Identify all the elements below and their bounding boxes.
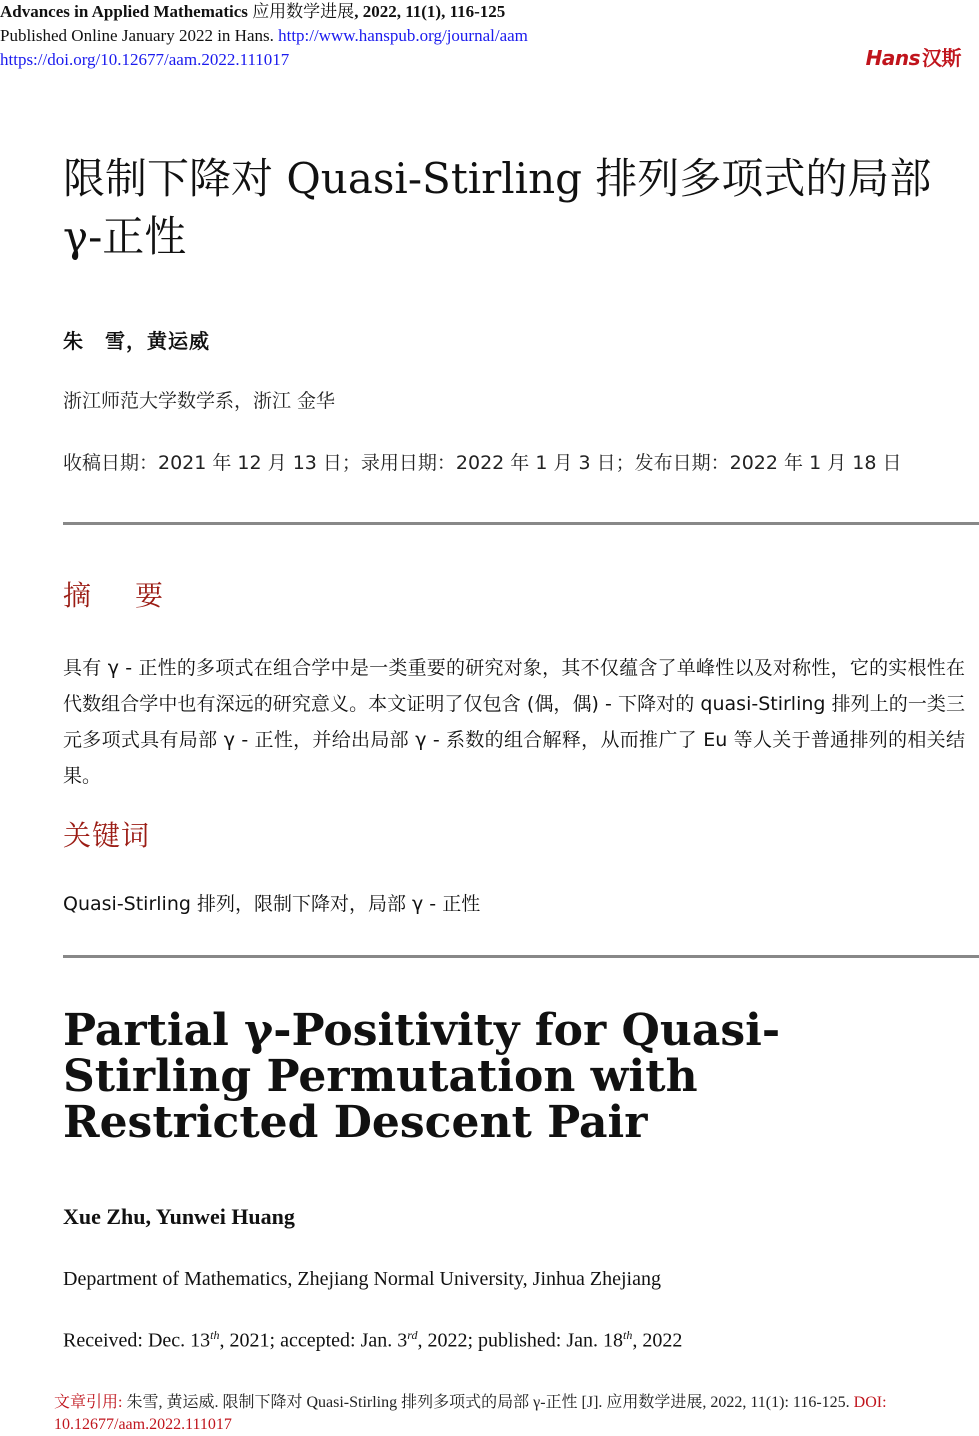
chinese-title: 限制下降对 Quasi-Stirling 排列多项式的局部 γ-正性 [63, 154, 932, 261]
journal-line [0, 0, 505, 24]
published-line [0, 24, 528, 48]
chinese-authors: 朱 雪，黄运威 [63, 329, 210, 353]
english-authors: Xue Zhu, Yunwei Huang [63, 1204, 295, 1229]
journal-link[interactable]: http://www.hanspub.org/journal/aam [278, 26, 528, 45]
citation-text: 朱雪, 黄运威. 限制下降对 Quasi-Stirling 排列多项式的局部 γ-正性 [J]. 应用数学进展, 2022, 11(1): 116-125. [122, 1394, 850, 1411]
keywords-text: Quasi-Stirling 排列，限制下降对，局部 γ - 正性 [63, 893, 481, 915]
journal-name-cn: 应用数学进展 [252, 2, 355, 21]
citation-label: 文章引用: [54, 1394, 123, 1411]
journal-name-en: Advances in Applied Mathematics [0, 2, 248, 21]
hans-logo: Hans 汉斯 [865, 46, 961, 70]
divider-top [63, 522, 979, 525]
published-text: Published Online January 2022 in Hans. [0, 26, 274, 45]
english-title: Partial γ-Positivity for Quasi-Stirling Permutation with Restricted Descent Pair [63, 1005, 781, 1148]
chinese-dates: 收稿日期：2021 年 12 月 13 日；录用日期：2022 年 1 月 3 日；发布日期：2022 年 1 月 18 日 [63, 452, 902, 474]
keywords-heading: 关键词 [63, 819, 151, 852]
citation-doi[interactable]: DOI: 10.12677/aam.2022.111017 [54, 1394, 887, 1433]
divider-bottom [63, 955, 979, 958]
abstract-text: 具有 γ - 正性的多项式在组合学中是一类重要的研究对象，其不仅蕴含了单峰性以及对称性，它的实根性在代数组合学中也有深远的研究意义。本文证明了仅包含 (偶，偶) - 下降对的 quasi-Stirling 排列上的一类三元多项式具有局部 γ - 正性，并给出局部 γ - 系数的组合解释，从而推广了 Eu 等人关于普通排列的相关结果。 [63, 657, 965, 787]
english-affiliation: Department of Mathematics, Zhejiang Normal University, Jinhua Zhejiang [63, 1268, 661, 1290]
journal-volume: , 2022, 11(1), 116-125 [354, 2, 506, 21]
chinese-affiliation: 浙江师范大学数学系，浙江 金华 [63, 390, 336, 412]
doi-link[interactable]: https://doi.org/10.12677/aam.2022.111017 [0, 50, 290, 69]
citation [54, 1392, 954, 1436]
english-dates: Received: Dec. 13th, 2021; accepted: Jan. 3rd, 2022; published: Jan. 18th, 2022 [63, 1328, 683, 1352]
abstract-heading: 摘 要 [63, 579, 172, 612]
